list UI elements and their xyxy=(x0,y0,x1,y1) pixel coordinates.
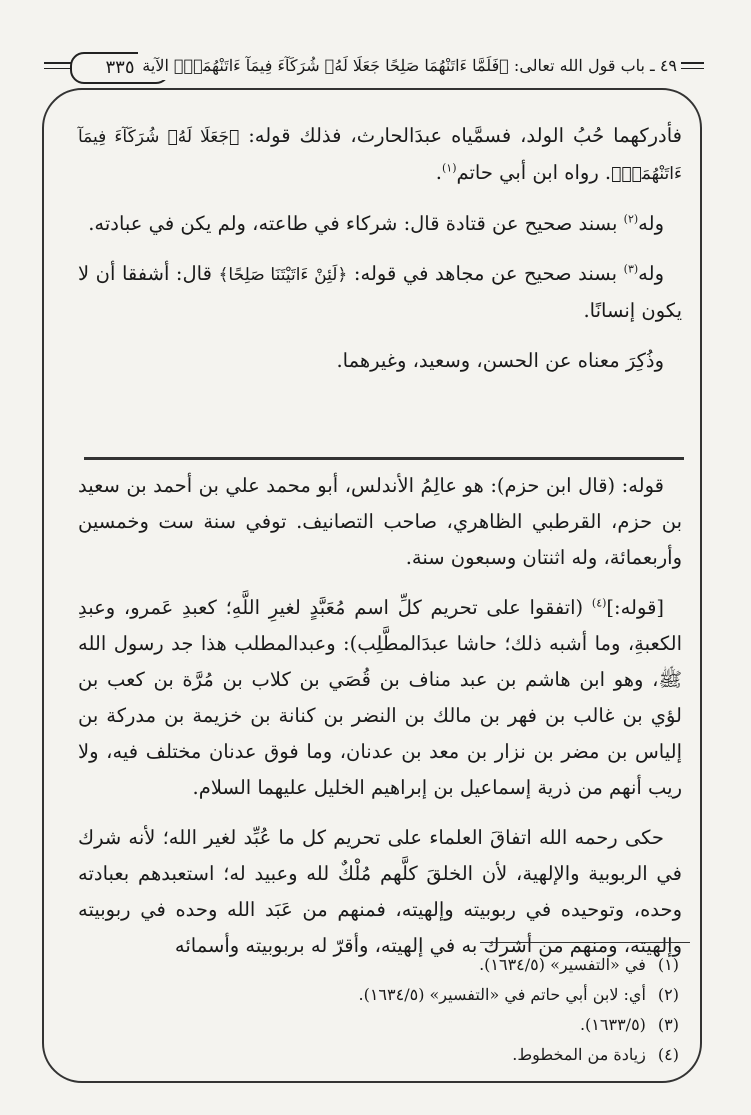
footnote-ref[interactable]: (٤) xyxy=(591,596,607,610)
footnote-number: (٣) xyxy=(657,1015,679,1034)
footnote-2 xyxy=(359,980,680,1010)
commentary-paragraph-1: قوله: (قال ابن حزم): هو عالِمُ الأندلس، أبو محمد علي بن أحمد بن سعيد بن حزم، القرطبي الظاهري، صاحب التصانيف. توفي سنة ست وخمسين وأربعمائة، وله اثنتان وسبعون سنة. xyxy=(78,474,682,569)
footnote-1 xyxy=(479,950,679,980)
quran-quote: ﴿جَعَلَا لَهُۥ شُرَكَآءَ فِيمَآ ءَاتَنْهُمَاۚ﴾ xyxy=(78,127,682,184)
footnote-number: (٤) xyxy=(657,1045,679,1064)
text-run: (اتفقوا على تحريم كلِّ اسم مُعَبَّدٍ لغيرِ اللَّهِ؛ كعبدِ عَمرو، وعبدِ الكعبةِ، وما أشبه ذلك؛ حاشا عبدَالمطَّلِب): وعبدالمطلب هذا جد رسول الله ﷺ، وهو ابن هاشم بن عبد مناف بن قُصَي بن كلاب بن مُرَّة بن كعب بن لؤي بن غالب بن فهر بن مالك بن النضر بن كنانة بن خزيمة بن مدركة بن إلياس بن مضر بن نزار بن معد بن عدنان، وما فوق عدنان مختلف فيه، ولا ريب أنهم من ذرية إسماعيل بن إبراهيم الخليل عليهما السلام. xyxy=(78,596,682,799)
text-run: [قوله:] xyxy=(606,596,664,619)
running-head: ٤٩ ـ باب قول الله تعالى: ﴿فَلَمَّا ءَاتَنْهُمَا صَلِحًا جَعَلَا لَهُۥ شُرَكَآءَ فِيمَآ ءَاتَنْهُمَاۚ﴾ الآية xyxy=(138,52,681,80)
matn-paragraph-2 xyxy=(78,206,682,242)
footnote-text: أي: لابن أبي حاتم في «التفسير» (١٦٣٤/٥). xyxy=(358,985,646,1004)
matn-section xyxy=(78,118,682,393)
text-run: وله xyxy=(638,212,664,235)
footnote-number: (١) xyxy=(657,955,679,974)
matn-paragraph-4: وذُكِرَ معناه عن الحسن، وسعيد، وغيرهما. xyxy=(336,349,664,372)
footnote-text: في «التفسير» (١٦٣٤/٥). xyxy=(479,955,646,974)
footnote-ref[interactable]: (٣) xyxy=(623,262,639,276)
commentary-paragraph-2 xyxy=(78,590,682,806)
footnote-number: (٢) xyxy=(657,985,679,1004)
footnote-text: زيادة من المخطوط. xyxy=(512,1045,646,1064)
text-run: وله xyxy=(638,262,664,285)
text-run: فأدركهما حُبُ الولد، فسمَّياه عبدَالحارث، فذلك قوله: xyxy=(239,124,682,147)
commentary-paragraph-3: حكى رحمه الله اتفاقَ العلماء على تحريم كل ما عُبِّد لغير الله؛ لأنه شرك في الربوبية والإلهية، لأن الخلقَ كلَّهم مُلْكٌ لله وعبيد له؛ استعبدهم بعبادته وحده، وتوحيده في ربوبيته وإلهيته، فمنهم من عَبَد الله وحده في ربوبيته وإلهيته، ومنهم من أشرك به في إلهيته، وأقرّ له بربوبيته وأسمائه xyxy=(78,826,682,957)
text-run: . رواه ابن أبي حاتم xyxy=(456,161,612,184)
footnote-text: (١٦٣٣/٥). xyxy=(579,1015,646,1034)
text-run: بسند صحيح عن قتادة قال: شركاء في طاعته، ولم يكن في عبادته. xyxy=(88,212,624,235)
text-run: بسند صحيح عن مجاهد في قوله: xyxy=(347,262,624,285)
footnote-4 xyxy=(512,1040,679,1070)
commentary-section xyxy=(78,468,682,978)
text-run: قال: أشفقا أن لا يكون إنسانًا. xyxy=(78,262,682,322)
page-number: ٣٣٥ xyxy=(70,52,170,84)
footnote-3 xyxy=(580,1010,679,1040)
footnote-ref[interactable]: (١) xyxy=(441,161,457,175)
section-separator xyxy=(84,457,684,460)
footnote-ref[interactable]: (٢) xyxy=(623,212,639,226)
quran-quote: ﴿لَئِنْ ءَاتَيْتَنَا صَلِحًا﴾ xyxy=(218,265,348,285)
matn-paragraph-3 xyxy=(78,256,682,329)
footnote-rule xyxy=(480,942,690,943)
matn-paragraph-1: فأدركهما حُبُ الولد، فسمَّياه عبدَالحارث، فذلك قوله: ﴿جَعَلَا لَهُۥ شُرَكَآءَ فِيمَآ ءَاتَنْهُمَاۚ﴾. رواه ابن أبي حاتم$^{(١)}$. xyxy=(78,124,682,184)
